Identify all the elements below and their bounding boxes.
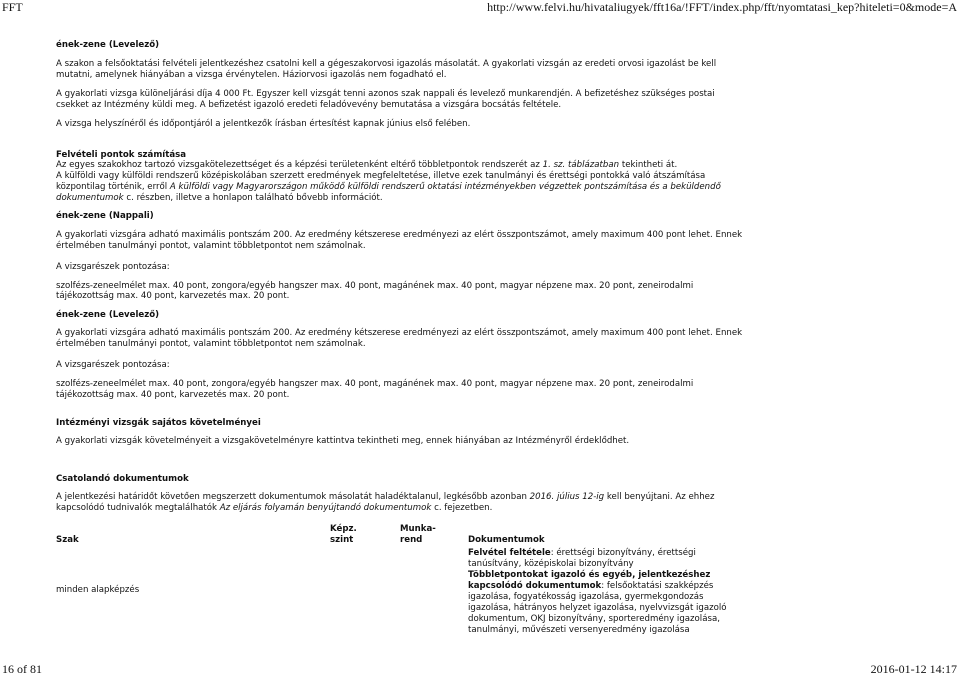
- chapter-link[interactable]: Az eljárás folyamán benyújtandó dokumentumok: [219, 503, 432, 513]
- paragraph: A szakon a felsőoktatási felvételi jelentkezéshez csatolni kell a gégeszakorvosi igazolás másolatát. A gyakorlati vizsgán az eredeti orvosi igazolást be kell: [56, 59, 717, 69]
- paragraph: értelmében tanulmányi pontot, valamint többletpontot nem számolnak.: [56, 339, 366, 349]
- paragraph: A vizsgarészek pontozása:: [56, 262, 170, 272]
- paragraph: szolfézs-zeneelmélet max. 40 pont, zongora/egyéb hangszer max. 40 pont, magánének max. 40 pont, magyar népzene max. 20 pont, zeneirodalmi: [56, 379, 694, 389]
- paragraph: mutatni, amelynek hiányában a vizsga érvénytelen. Háziorvosi igazolás nem fogadható el.: [56, 70, 447, 80]
- paragraph: A gyakorlati vizsgára adható maximális pontszám 200. Az eredmény kétszerese eredményezi az elért összpontszámot, amely maximum 400 pont lehet. Ennek: [56, 328, 743, 338]
- table-link[interactable]: 1. sz. táblázatban: [542, 160, 620, 170]
- section-title-csatolando: Csatolandó dokumentumok: [56, 474, 189, 484]
- paragraph: csekket az Intézmény küldi meg. A befizetést igazoló eredeti feladóvevény bemutatása a vizsgára bocsátás feltétele.: [56, 100, 562, 110]
- paragraph: értelmében tanulmányi pontot, valamint többletpontot nem számolnak.: [56, 241, 366, 251]
- table-cell-dok: dokumentum, OKJ bizonyítvány, sporteredmény igazolása,: [468, 614, 720, 624]
- table-header-munkarend-2: rend: [400, 535, 423, 545]
- paragraph: A jelentkezési határidőt követően megszerzett dokumentumok másolatát haladéktalanul, legkésőbb azonban 2016. július 12-ig kell benyújtani. Az ehhez: [56, 492, 715, 502]
- table-header-kepz: Képz.: [330, 524, 357, 534]
- paragraph: A gyakorlati vizsga különeljárási díja 4 000 Ft. Egyszer kell vizsgát tenni azonos szak nappali és levelező munkarendjén. A befizetéshez szükséges postai: [56, 89, 715, 99]
- section-title-levelezo-2: ének-zene (Levelező): [56, 310, 160, 320]
- paragraph: dokumentumok c. részben, illetve a honlapon található bővebb információt.: [56, 193, 383, 203]
- page-number: 16 of 81: [2, 662, 42, 676]
- paragraph: A vizsgarészek pontozása:: [56, 360, 170, 370]
- table-cell-dok: Felvétel feltétele: érettségi bizonyítvány, érettségi: [468, 548, 696, 558]
- table-cell-dok: igazolása, hátrányos helyzet igazolása, nyelvvizsgát igazoló: [468, 603, 727, 613]
- paragraph: A gyakorlati vizsgára adható maximális pontszám 200. Az eredmény kétszerese eredményezi az elért összpontszámot, amely maximum 400 pont lehet. Ennek: [56, 230, 743, 240]
- paragraph: Az egyes szakokhoz tartozó vizsgakötelezettséget és a képzési területenként eltérő többletpontok rendszerét az 1. sz. táblázatban tekintheti át.: [56, 160, 678, 170]
- section-title-nappali: ének-zene (Nappali): [56, 211, 154, 221]
- section-link[interactable]: A külföldi vagy Magyarországon működő külföldi rendszerű oktatási intézményekben végzettek pontszámítása és a beküldendő: [169, 182, 721, 192]
- section-title-felveteli-pontok: Felvételi pontok számítása: [56, 150, 187, 160]
- table-cell-dok: tanulmányi, művészeti versenyeredmény igazolása: [468, 625, 690, 635]
- section-title-levelezo: ének-zene (Levelező): [56, 40, 160, 50]
- table-cell-dok: Többletpontokat igazoló és egyéb, jelentkezéshez: [468, 570, 711, 580]
- paragraph: központilag történik, erről A külföldi vagy Magyarországon működő külföldi rendszerű oktatási intézményekben végzettek pontszámítása és a beküldendő: [56, 182, 721, 192]
- table-header-dokumentumok: Dokumentumok: [468, 535, 545, 545]
- table-cell-dok: tanúsítvány, középiskolai bizonyítvány: [468, 559, 634, 569]
- paragraph: tájékozottság max. 40 pont, karvezetés max. 20 pont.: [56, 390, 290, 400]
- table-header-kepz-2: szint: [330, 535, 354, 545]
- print-header: [0, 0, 959, 14]
- paragraph: A vizsga helyszínéről és időpontjáról a jelentkezők írásban értesítést kapnak június első felében.: [56, 119, 471, 129]
- table-cell-dok: igazolása, fogyatékosság igazolása, gyermekgondozás: [468, 592, 704, 602]
- table-cell-dok: kapcsolódó dokumentumok: felsőoktatási szakképzés: [468, 581, 714, 591]
- paragraph: szolfézs-zeneelmélet max. 40 pont, zongora/egyéb hangszer max. 40 pont, magánének max. 40 pont, magyar népzene max. 20 pont, zeneirodalmi: [56, 281, 694, 291]
- requirements-link[interactable]: A gyakorlati vizsgák követelményeit a vizsgakövetelményre kattintva tekintheti meg, ennek hiányában az Intézményről érdeklődhet.: [56, 436, 630, 446]
- table-header-szak: Szak: [56, 535, 79, 545]
- table-cell-szak: minden alapképzés: [56, 585, 140, 595]
- section-title-intezmenyi-vizsgak: Intézményi vizsgák sajátos követelményei: [56, 418, 261, 428]
- paragraph: [56, 436, 940, 447]
- header-left: FFT: [2, 0, 23, 14]
- table-header-munkarend: Munka-: [400, 524, 436, 534]
- print-footer: [0, 662, 959, 676]
- paragraph: kapcsolódó tudnivalók megtalálhatók Az eljárás folyamán benyújtandó dokumentumok c. fejezetben.: [56, 503, 493, 513]
- paragraph: tájékozottság max. 40 pont, karvezetés max. 20 pont.: [56, 291, 290, 301]
- print-timestamp: 2016-01-12 14:17: [870, 662, 957, 676]
- header-url[interactable]: http://www.felvi.hu/hivataliugyek/fft16a/!FFT/index.php/fft/nyomtatasi_kep?hiteleti=0&mode=A: [487, 0, 957, 14]
- paragraph: A külföldi vagy külföldi rendszerű középiskolában szerzett eredmények megfeleltetése, illetve ezek tanulmányi és érettségi pontokká való átszámítása: [56, 171, 706, 181]
